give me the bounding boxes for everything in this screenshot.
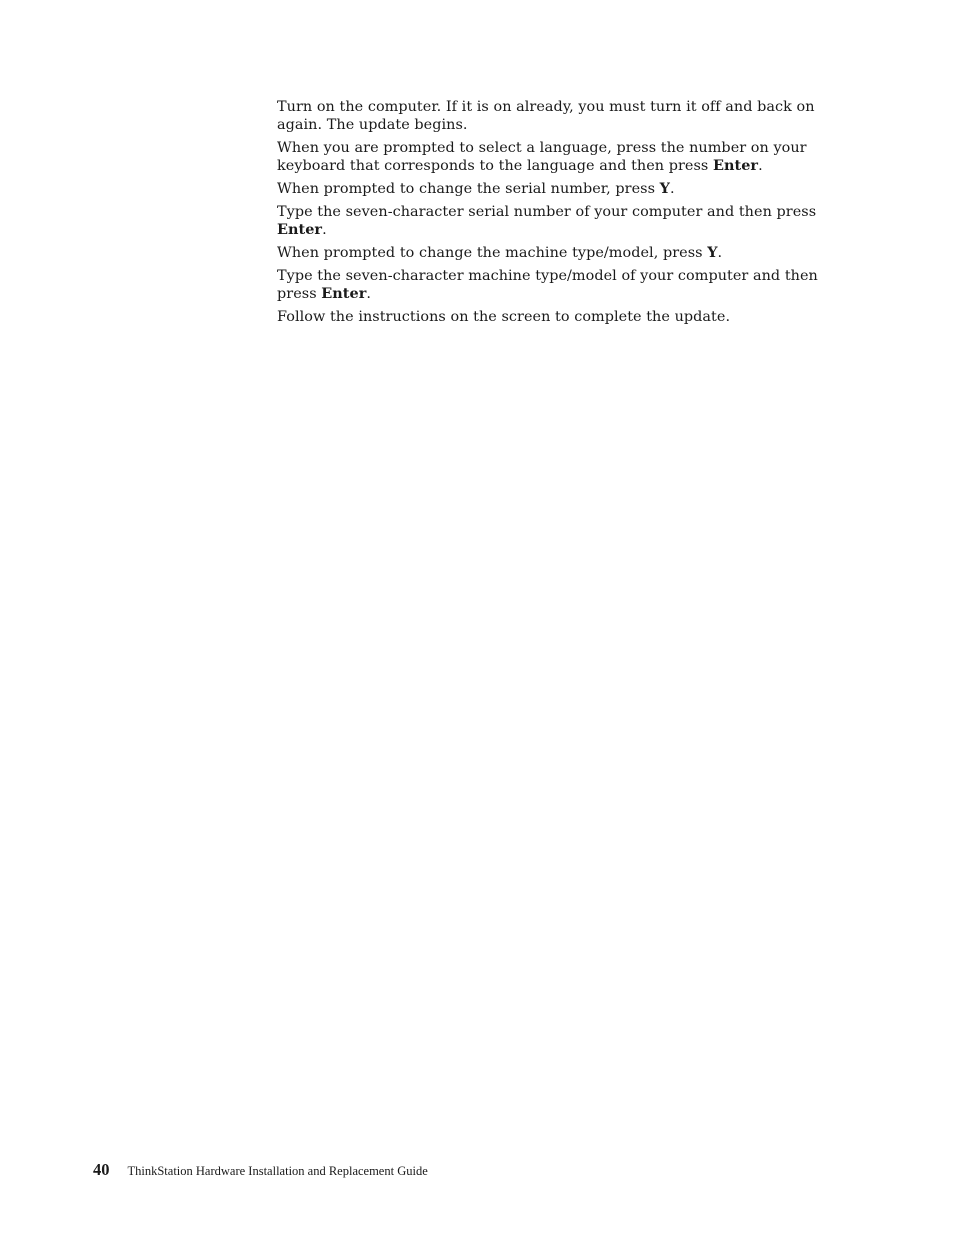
step-text: When prompted to change the serial number, press <box>277 181 660 197</box>
key-name: Enter <box>713 157 759 174</box>
page-number: 40 <box>93 1160 110 1179</box>
procedure-steps <box>277 98 847 331</box>
step-punct: . <box>366 286 371 302</box>
key-name: Y <box>659 180 670 197</box>
step-7 <box>277 308 847 326</box>
step-3 <box>277 180 847 198</box>
step-text: When you are prompted to select a language, press the number on your keyboard that corresponds to the language and then press <box>277 140 807 174</box>
step-6 <box>277 267 847 303</box>
step-punct: . <box>717 245 723 261</box>
step-text: Type the seven-character machine type/model of your computer and then press <box>277 268 818 302</box>
step-2 <box>277 139 847 175</box>
step-text: Follow the instructions on the screen to complete the update. <box>277 309 731 325</box>
step-punct: . <box>669 181 675 197</box>
document-title: ThinkStation Hardware Installation and Replacement Guide <box>127 1164 428 1178</box>
key-name: Enter <box>321 285 367 302</box>
step-text: Turn on the computer. If it is on already, you must turn it off and back on again. The update begins. <box>277 99 815 133</box>
step-5 <box>277 244 847 262</box>
step-text: When prompted to change the machine type/model, press <box>277 245 708 261</box>
step-punct: . <box>322 222 327 238</box>
step-4 <box>277 203 847 239</box>
key-name: Y <box>707 244 718 261</box>
step-1 <box>277 98 847 134</box>
step-punct: . <box>758 158 763 174</box>
step-text: Type the seven-character serial number of your computer and then press <box>277 204 817 220</box>
page-footer <box>93 1160 428 1180</box>
key-name: Enter <box>277 221 323 238</box>
